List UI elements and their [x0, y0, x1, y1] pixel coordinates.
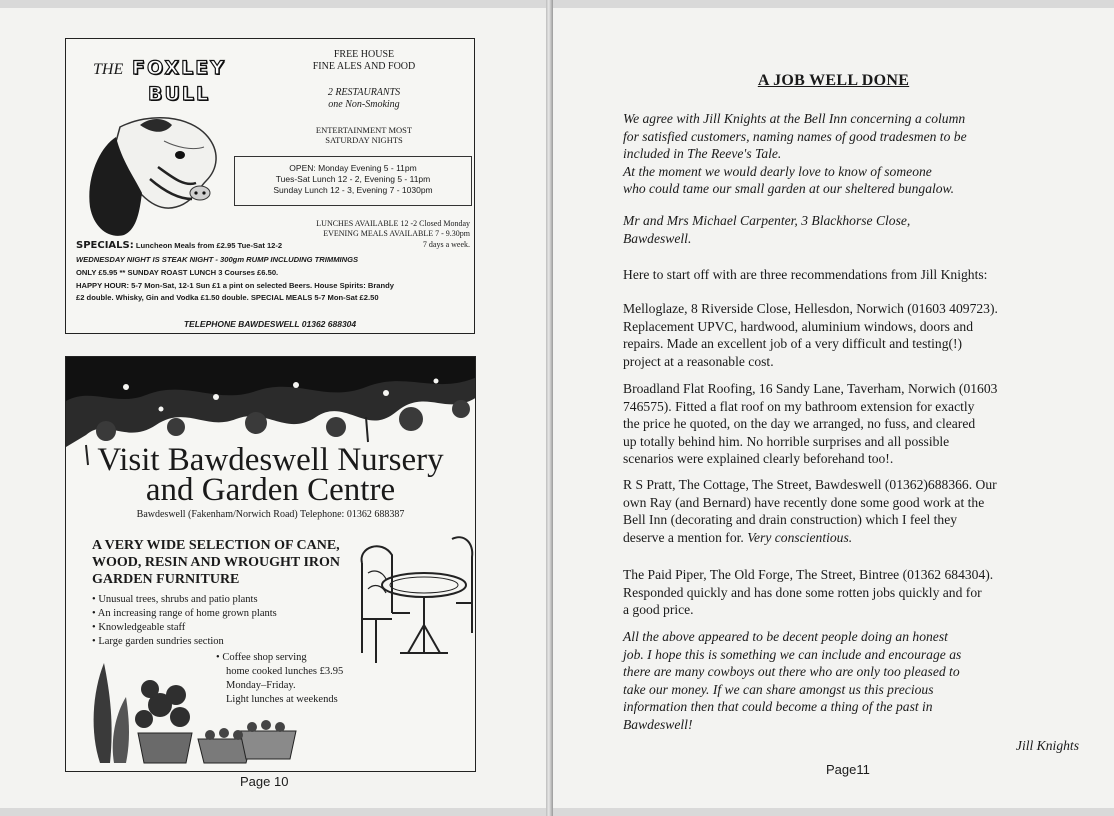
article-line: We agree with Jill Knights at the Bell Inn concerning a column [623, 111, 966, 126]
article-line: Replacement UPVC, hardwood, aluminium windows, doors and [623, 318, 973, 334]
article-line: Bell Inn (decorating and drain construction) which I feel they [623, 512, 958, 527]
furniture-headline-3: GARDEN FURNITURE [92, 572, 240, 587]
article-title: A JOB WELL DONE [757, 72, 910, 89]
article-line [623, 529, 1077, 547]
article-line: Responded quickly and has done some rotten jobs quickly and for [623, 584, 982, 600]
specials-label: SPECIALS: [76, 240, 134, 251]
article-from [623, 212, 1077, 247]
coffee-shop-text: • Coffee shop serving [216, 652, 307, 663]
article-emphasis: Very conscientious. [747, 529, 853, 545]
article-line: up totally behind him. No horrible surprises and all possible [623, 433, 950, 449]
recommendation-3 [623, 476, 1077, 546]
bull-head-illustration [80, 107, 230, 242]
article-intro [623, 110, 1077, 198]
nursery-title-line-2: and Garden Centre [145, 472, 396, 508]
article-line: there are many cowboys out there who are only too pleased to [623, 664, 960, 679]
article-line: project at a reasonable cost. [623, 353, 774, 369]
nursery-feature-item: • Large garden sundries section [92, 636, 224, 647]
specials-line [76, 240, 282, 251]
opening-hours-line: Tues-Sat Lunch 12 - 2, Evening 5 - 11pm [275, 174, 431, 184]
article-line: own Ray (and Bernard) have recently done some good work at the [623, 494, 985, 510]
article-line: 746575). Fitted a flat roof on my bathroom extension for exactly [623, 398, 975, 414]
non-smoking-text: one Non-Smoking [328, 99, 400, 110]
happy-hour-text-2: £2 double. Whisky, Gin and Vodka £1.50 double. SPECIAL MEALS 5-7 Mon-Sat £2.50 [76, 293, 379, 302]
seven-days-text: 7 days a week. [422, 240, 470, 249]
furniture-headline-1: A VERY WIDE SELECTION OF CANE, [92, 538, 340, 553]
right-page [553, 8, 1114, 808]
article-line: who could tame our small garden at our sheltered bungalow. [623, 181, 955, 196]
article-line: information then that could become a thing of the past in [623, 699, 933, 714]
furniture-headline-2: WOOD, RESIN AND WROUGHT IRON [92, 555, 341, 570]
coffee-shop-line: Coffee shop serving [222, 652, 307, 663]
specials-text: Luncheon Meals from £2.95 Tue-Sat 12-2 [135, 241, 283, 250]
article-signature: Jill Knights [1015, 738, 1079, 753]
article-lead: Here to start off with are three recommendations from Jill Knights: [623, 267, 988, 282]
coffee-shop-line: Monday–Friday. [226, 680, 296, 691]
opening-hours-line: Sunday Lunch 12 - 3, Evening 7 - 1030pm [273, 185, 433, 195]
pub-name-foxley: FOXLEY [132, 57, 226, 79]
nursery-feature-text: An increasing range of home grown plants [97, 608, 277, 619]
recommendation-4 [623, 566, 1077, 619]
article-line: The Paid Piper, The Old Forge, The Street, Bintree (01362 684304). [623, 567, 994, 582]
nursery-feature-text: Knowledgeable staff [98, 622, 186, 633]
article-line: Bawdeswell! [623, 716, 693, 732]
nursery-advert [65, 356, 476, 772]
evening-meals-text: EVENING MEALS AVAILABLE 7 - 9.30pm [323, 229, 470, 238]
article-line: At the moment we would dearly love to know of someone [623, 163, 932, 179]
article-line: Broadland Flat Roofing, 16 Sandy Lane, Taverham, Norwich (01603 [623, 381, 998, 396]
article-line: R S Pratt, The Cottage, The Street, Bawdeswell (01362)688366. Our [623, 477, 997, 492]
nursery-feature-item: • An increasing range of home grown plants [92, 608, 277, 619]
foxley-bull-advert [65, 38, 475, 334]
nursery-feature-item: • Unusual trees, shrubs and patio plants [92, 594, 258, 605]
coffee-shop-line: home cooked lunches £3.95 [226, 666, 344, 677]
page-number: Page 10 [240, 774, 289, 789]
pub-name-bull: BULL [148, 83, 211, 105]
recommendation-2 [623, 380, 1077, 468]
wednesday-special-text: WEDNESDAY NIGHT IS STEAK NIGHT - 300gm RUMP INCLUDING TRIMMINGS [76, 255, 359, 264]
article-line: job. I hope this is something we can include and encourage as [623, 646, 962, 662]
article-closing [623, 628, 1077, 733]
article-line: for satisfied customers, naming names of good tradesmen to be [623, 128, 967, 144]
free-house-text: FREE HOUSE [333, 49, 395, 60]
entertainment-text-2: SATURDAY NIGHTS [325, 135, 403, 145]
article-line: take our money. If we can share amongst us this precious [623, 681, 934, 697]
article-line: scenarios were explained clearly beforehand too!. [623, 451, 894, 466]
nursery-feature-text: Unusual trees, shrubs and patio plants [98, 594, 258, 605]
opening-hours-line: OPEN: Monday Evening 5 - 11pm [289, 163, 417, 173]
nursery-feature-item: • Knowledgeable staff [92, 622, 186, 633]
left-page [0, 8, 546, 808]
article-line: Bawdeswell. [623, 230, 692, 246]
recommendation-1 [623, 300, 1077, 370]
pub-name-the: THE [93, 61, 124, 78]
article-line: Mr and Mrs Michael Carpenter, 3 Blackhorse Close, [623, 213, 911, 228]
opening-hours-box [234, 156, 472, 206]
book-spine [546, 0, 553, 816]
happy-hour-text-1: HAPPY HOUR: 5-7 Mon-Sat, 12-1 Sun £1 a pint on selected Beers. House Spirits: Brandy [76, 281, 395, 290]
page-number: Page11 [826, 762, 870, 777]
nursery-address: Bawdeswell (Fakenham/Norwich Road) Telephone: 01362 688387 [136, 509, 405, 520]
nursery-feature-text: Large garden sundries section [98, 636, 224, 647]
article-line: a good price. [623, 602, 694, 617]
garden-furniture-illustration [352, 533, 476, 683]
restaurants-text: 2 RESTAURANTS [327, 87, 401, 98]
pub-telephone: TELEPHONE BAWDESWELL 01362 688304 [183, 319, 357, 329]
article-text: deserve a mention for. [623, 529, 744, 545]
nursery-title-line-1: Visit Bawdeswell Nursery [97, 442, 444, 478]
article-line: All the above appeared to be decent people doing an honest [623, 629, 948, 644]
article-line: included in The Reeve's Tale. [623, 146, 782, 161]
entertainment-text-1: ENTERTAINMENT MOST [315, 125, 413, 135]
fine-ales-text: FINE ALES AND FOOD [312, 61, 416, 72]
coffee-shop-line: Light lunches at weekends [226, 694, 338, 705]
article-line: Melloglaze, 8 Riverside Close, Hellesdon, Norwich (01603 409723). [623, 301, 998, 316]
lunches-text: LUNCHES AVAILABLE 12 -2 Closed Monday [316, 219, 470, 228]
article-line: the price he quoted, on the day we arranged, no fuss, and cleared [623, 416, 976, 431]
article-line: repairs. Made an excellent job of a very difficult and testing(!) [623, 336, 963, 351]
sunday-roast-text: ONLY £5.95 ** SUNDAY ROAST LUNCH 3 Courses £6.50. [76, 268, 279, 277]
